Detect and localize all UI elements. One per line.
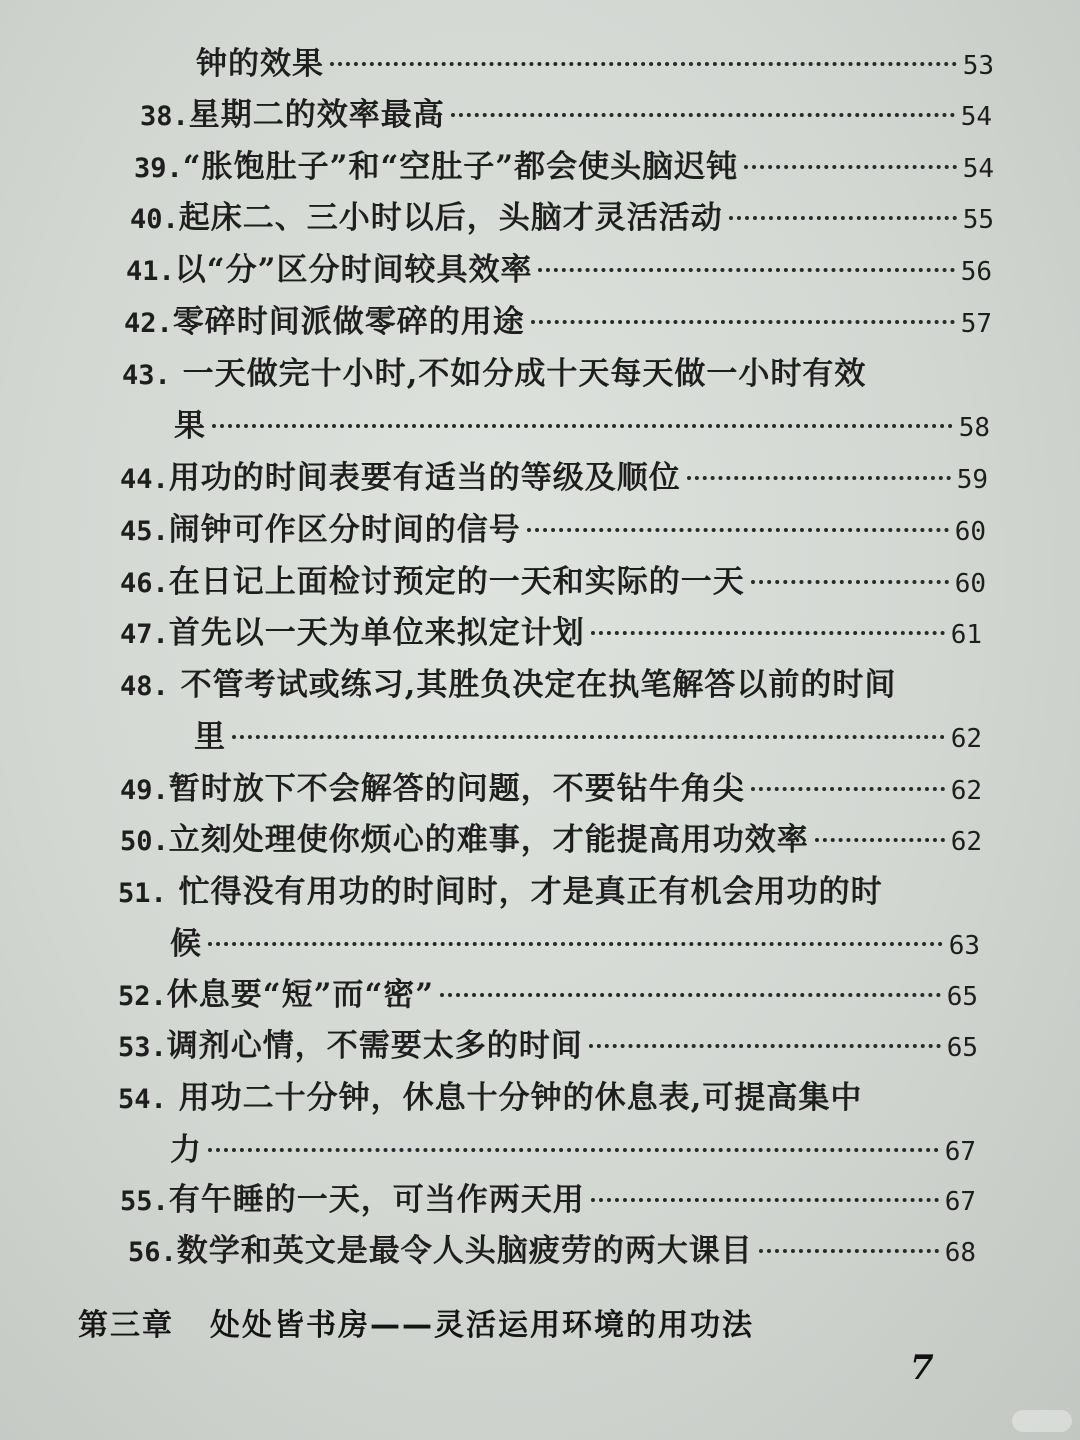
dot-leader (538, 268, 954, 272)
toc-entry (196, 38, 994, 83)
toc-entry-title-line1: 忙得没有用功的时间时，才是真正有机会用功的时 (178, 874, 883, 910)
toc-entry (170, 1124, 976, 1169)
chapter-title: 处处皆书房——灵活运用环境的用功法 (210, 1308, 754, 1343)
toc-entry-first-line (120, 659, 896, 704)
toc-entry-number: 40. (130, 204, 179, 235)
toc-entry-page: 53 (962, 51, 994, 81)
toc-entry-title: 有午睡的一天，可当作两天用 (168, 1182, 585, 1218)
toc-entry-number: 44. (120, 464, 169, 495)
dot-leader (591, 631, 945, 635)
toc-entry (120, 814, 982, 859)
toc-entry-number: 49. (120, 775, 169, 806)
toc-entry-title: 立刻处理使你烦心的难事，才能提高用功效率 (168, 822, 809, 858)
toc-entry-page: 59 (956, 465, 988, 495)
toc-entry-number: 46. (120, 568, 169, 599)
dot-leader (527, 528, 949, 532)
dot-leader (208, 1148, 939, 1152)
toc-entry (130, 192, 994, 237)
toc-entry-title: 以“分”区分时间较具效率 (174, 252, 533, 288)
toc-entry-title: 暂时放下不会解答的问题，不要钻牛角尖 (168, 771, 745, 807)
toc-entry-number: 43. (122, 360, 171, 391)
toc-entry-number: 54. (118, 1084, 167, 1115)
dot-leader (751, 787, 945, 791)
toc-entry (120, 452, 988, 497)
toc-entry-title: 首先以一天为单位来拟定计划 (168, 615, 585, 651)
toc-entry (118, 1020, 978, 1065)
toc-entry-title: 星期二的效率最高 (188, 97, 445, 133)
toc-entry-title-line1: 用功二十分钟，休息十分钟的休息表,可提高集中 (178, 1080, 863, 1116)
toc-entry-number: 51. (118, 878, 167, 909)
toc-entry-title-line1: 不管考试或练习,其胜负决定在执笔解答以前的时间 (180, 667, 897, 703)
toc-entry-page: 60 (954, 569, 986, 599)
toc-entry-first-line (118, 1072, 862, 1117)
toc-entry-number: 55. (120, 1186, 169, 1217)
dot-leader (232, 735, 945, 739)
watermark-badge (1012, 1410, 1072, 1432)
dot-leader (687, 476, 951, 480)
toc-entry-title: 钟的效果 (196, 46, 324, 82)
toc-entry-title: 里 (194, 719, 226, 755)
toc-entry-page: 67 (944, 1137, 976, 1167)
dot-leader (440, 993, 941, 997)
toc-entry-number: 52. (118, 981, 167, 1012)
toc-entry-page: 62 (950, 724, 982, 754)
toc-entry (170, 918, 980, 963)
toc-entry-page: 57 (960, 309, 992, 339)
toc-entry-title: 数学和英文是最令人头脑疲劳的两大课目 (176, 1233, 753, 1269)
dot-leader (729, 216, 957, 220)
dot-leader (330, 62, 957, 66)
toc-entry-number: 41. (126, 256, 175, 287)
toc-entry-number: 39. (134, 153, 183, 184)
toc-entry (120, 504, 986, 549)
toc-entry-number: 42. (124, 308, 173, 339)
toc-entry-number: 50. (120, 826, 169, 857)
dot-leader (815, 838, 945, 842)
toc-entry-title: 用功的时间表要有适当的等级及顺位 (168, 460, 681, 496)
toc-entry-page: 58 (958, 413, 990, 443)
toc-entry (120, 556, 986, 601)
toc-entry-number: 47. (120, 619, 169, 650)
toc-entry-first-line (118, 866, 883, 911)
toc-entry-title: 零碎时间派做零碎的用途 (172, 304, 525, 340)
toc-entry (120, 607, 982, 652)
toc-entry-page: 65 (946, 982, 978, 1012)
toc-entry-title: 休息要“短”而“密” (166, 977, 435, 1013)
page-number: 7 (910, 1348, 934, 1388)
toc-entry-page: 55 (962, 205, 994, 235)
dot-leader (591, 1198, 939, 1202)
toc-entry-number: 38. (140, 101, 189, 132)
dot-leader (208, 942, 943, 946)
toc-entry-page: 61 (950, 620, 982, 650)
toc-entry-page: 62 (950, 827, 982, 857)
toc-entry-page: 54 (962, 154, 994, 184)
toc-entry-page: 56 (960, 257, 992, 287)
toc-entry (120, 763, 982, 808)
toc-entry-title: 起床二、三小时以后，头脑才灵活活动 (178, 200, 723, 236)
toc-entry-title: 闹钟可作区分时间的信号 (168, 512, 521, 548)
dot-leader (589, 1044, 941, 1048)
dot-leader (759, 1249, 939, 1253)
toc-entry (128, 1225, 976, 1270)
toc-entry-page: 63 (948, 931, 980, 961)
chapter-heading (78, 1300, 754, 1344)
toc-entry (134, 141, 994, 186)
dot-leader (531, 320, 955, 324)
dot-leader (212, 424, 953, 428)
toc-entry-number: 53. (118, 1032, 167, 1063)
toc-entry-title: 候 (170, 926, 202, 962)
toc-entry-page: 68 (944, 1238, 976, 1268)
toc-entry-first-line (122, 348, 866, 393)
dot-leader (451, 113, 955, 117)
toc-entry (126, 244, 992, 289)
toc-entry (118, 969, 978, 1014)
toc-entry-page: 67 (944, 1187, 976, 1217)
toc-entry (124, 296, 992, 341)
toc-entry (194, 711, 982, 756)
dot-leader (751, 580, 949, 584)
toc-entry (120, 1174, 976, 1219)
toc-entry (140, 89, 992, 134)
toc-entry (174, 400, 990, 445)
toc-entry-title-line1: 一天做完十小时,不如分成十天每天做一小时有效 (182, 356, 867, 392)
toc-entry-title: 力 (170, 1132, 202, 1168)
toc-entry-page: 65 (946, 1033, 978, 1063)
toc-entry-page: 60 (954, 517, 986, 547)
toc-entry-title: 在日记上面检讨预定的一天和实际的一天 (168, 564, 745, 600)
toc-entry-number: 56. (128, 1237, 177, 1268)
dot-leader (744, 165, 957, 169)
chapter-label: 第三章 (78, 1308, 174, 1343)
toc-entry-title: “胀饱肚子”和“空肚子”都会使头脑迟钝 (182, 149, 739, 185)
toc-entry-number: 45. (120, 516, 169, 547)
toc-entry-number: 48. (120, 671, 169, 702)
toc-entry-page: 54 (960, 102, 992, 132)
toc-entry-title: 调剂心情，不需要太多的时间 (166, 1028, 583, 1064)
toc-entry-page: 62 (950, 776, 982, 806)
toc-entry-title: 果 (174, 408, 206, 444)
